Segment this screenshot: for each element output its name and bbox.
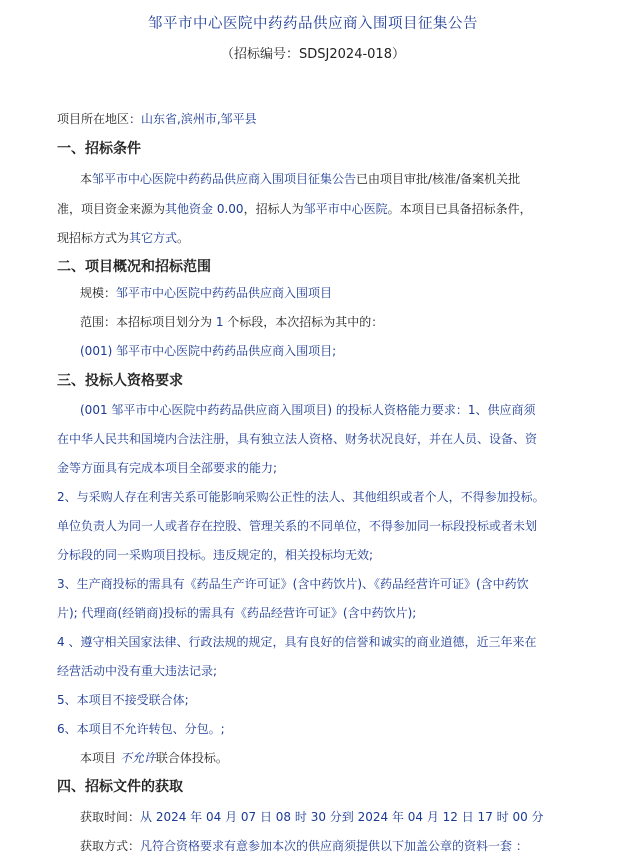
project-location [57, 111, 257, 127]
qualification-line: 4 、遵守相关国家法律、行政法规的规定，具有良好的信誉和诚实的商业道德，近三年来在 [57, 635, 537, 649]
section-heading-2: 二、项目概况和招标范围 [57, 259, 211, 275]
scale-label: 规模： [80, 286, 117, 300]
qualification-line: 经营活动中没有重大违法记录; [57, 664, 218, 678]
qualification-line: 6、本项目不允许转包、分包。; [57, 722, 225, 736]
project-scale [80, 285, 332, 301]
text-run: 。 [177, 231, 190, 245]
method-label: 获取方式： [80, 839, 141, 853]
text-run: 本项目 [80, 751, 120, 765]
text-run: 。本项目已具备招标条件， [387, 202, 532, 216]
qualification-line: 2、与采购人存在利害关系可能影响采购公正性的法人、其他组织或者个人，不得参加投标。 [57, 490, 545, 504]
qualification-line: 3、生产商投标的需具有《药品生产许可证》(含中药饮片)、《药品经营许可证》(含中药饮 [57, 577, 529, 591]
fund-source: 其他资金 0.00 [165, 202, 244, 216]
qualification-line: 在中华人民共和国境内合法注册，具有独立法人资格、财务状况良好，并在人员、设备、资 [57, 432, 538, 446]
section1-line-2 [57, 201, 532, 217]
text-run: 现招标方式为 [57, 231, 130, 245]
method-value: 凡符合资格要求有意参加本次的供应商须提供以下加盖公章的资料一套 ： [140, 839, 528, 853]
qualification-line: 5、本项目不接受联合体; [57, 693, 189, 707]
scale-value: 邹平市中心医院中药药品供应商入围项目 [116, 286, 333, 300]
time-value: 从 2024 年 04 月 07 日 08 时 30 分到 2024 年 04 月 12 日 17 时 00 分 [140, 810, 544, 824]
section1-line-1 [80, 171, 520, 187]
consortium-line [80, 750, 228, 766]
time-label: 获取时间： [80, 810, 141, 824]
qualification-line: 片); 代理商(经销商)投标的需具有《药品经营许可证》(含中药饮片); [57, 606, 417, 620]
text-run: 准，项目资金来源为 [57, 202, 166, 216]
project-name: 邹平市中心医院中药药品供应商入围项目征集公告 [92, 172, 357, 186]
qualification-line: 分标段的同一采购项目投标。违反规定的，相关投标均无效; [57, 548, 374, 562]
section-heading-4: 四、招标文件的获取 [57, 779, 183, 795]
text-run: 已由项目审批/核准/备案机关批 [356, 172, 521, 186]
qualification-line: 单位负责人为同一人或者存在控股、管理关系的不同单位，不得参加同一标段投标或者未划 [57, 519, 538, 533]
section-heading-1: 一、招标条件 [57, 141, 141, 157]
location-value: 山东省,滨州市,邹平县 [141, 112, 257, 126]
text-run: ，招标人为 [243, 202, 304, 216]
lot-item: (001) 邹平市中心医院中药药品供应商入围项目; [80, 344, 337, 358]
tender-method: 其它方式 [129, 231, 178, 245]
qualification-line: (001 邹平市中心医院中药药品供应商入围项目) 的投标人资格能力要求：1、供应商须 [80, 403, 536, 417]
text-run: 个标段，本次招标为其中的： [223, 315, 384, 329]
page-title: 邹平市中心医院中药药品供应商入围项目征集公告 [148, 16, 478, 32]
location-label: 项目所在地区： [57, 112, 142, 126]
project-scope [80, 314, 383, 330]
acquisition-time [80, 809, 544, 825]
text-run: 联合体投标。 [155, 751, 228, 765]
section-heading-3: 三、投标人资格要求 [57, 373, 183, 389]
consortium-value: 不允许 [119, 751, 156, 765]
section1-line-3 [57, 230, 189, 246]
qualification-line: 金等方面具有完成本项目全部要求的能力; [57, 461, 278, 475]
text-run: 范围：本招标项目划分为 [80, 315, 216, 329]
text-run: 本 [80, 172, 93, 186]
lot-count: 1 [215, 315, 224, 329]
tenderer-name: 邹平市中心医院 [303, 202, 388, 216]
bid-number: （招标编号：SDSJ2024-018） [221, 47, 405, 62]
acquisition-method [80, 838, 528, 854]
